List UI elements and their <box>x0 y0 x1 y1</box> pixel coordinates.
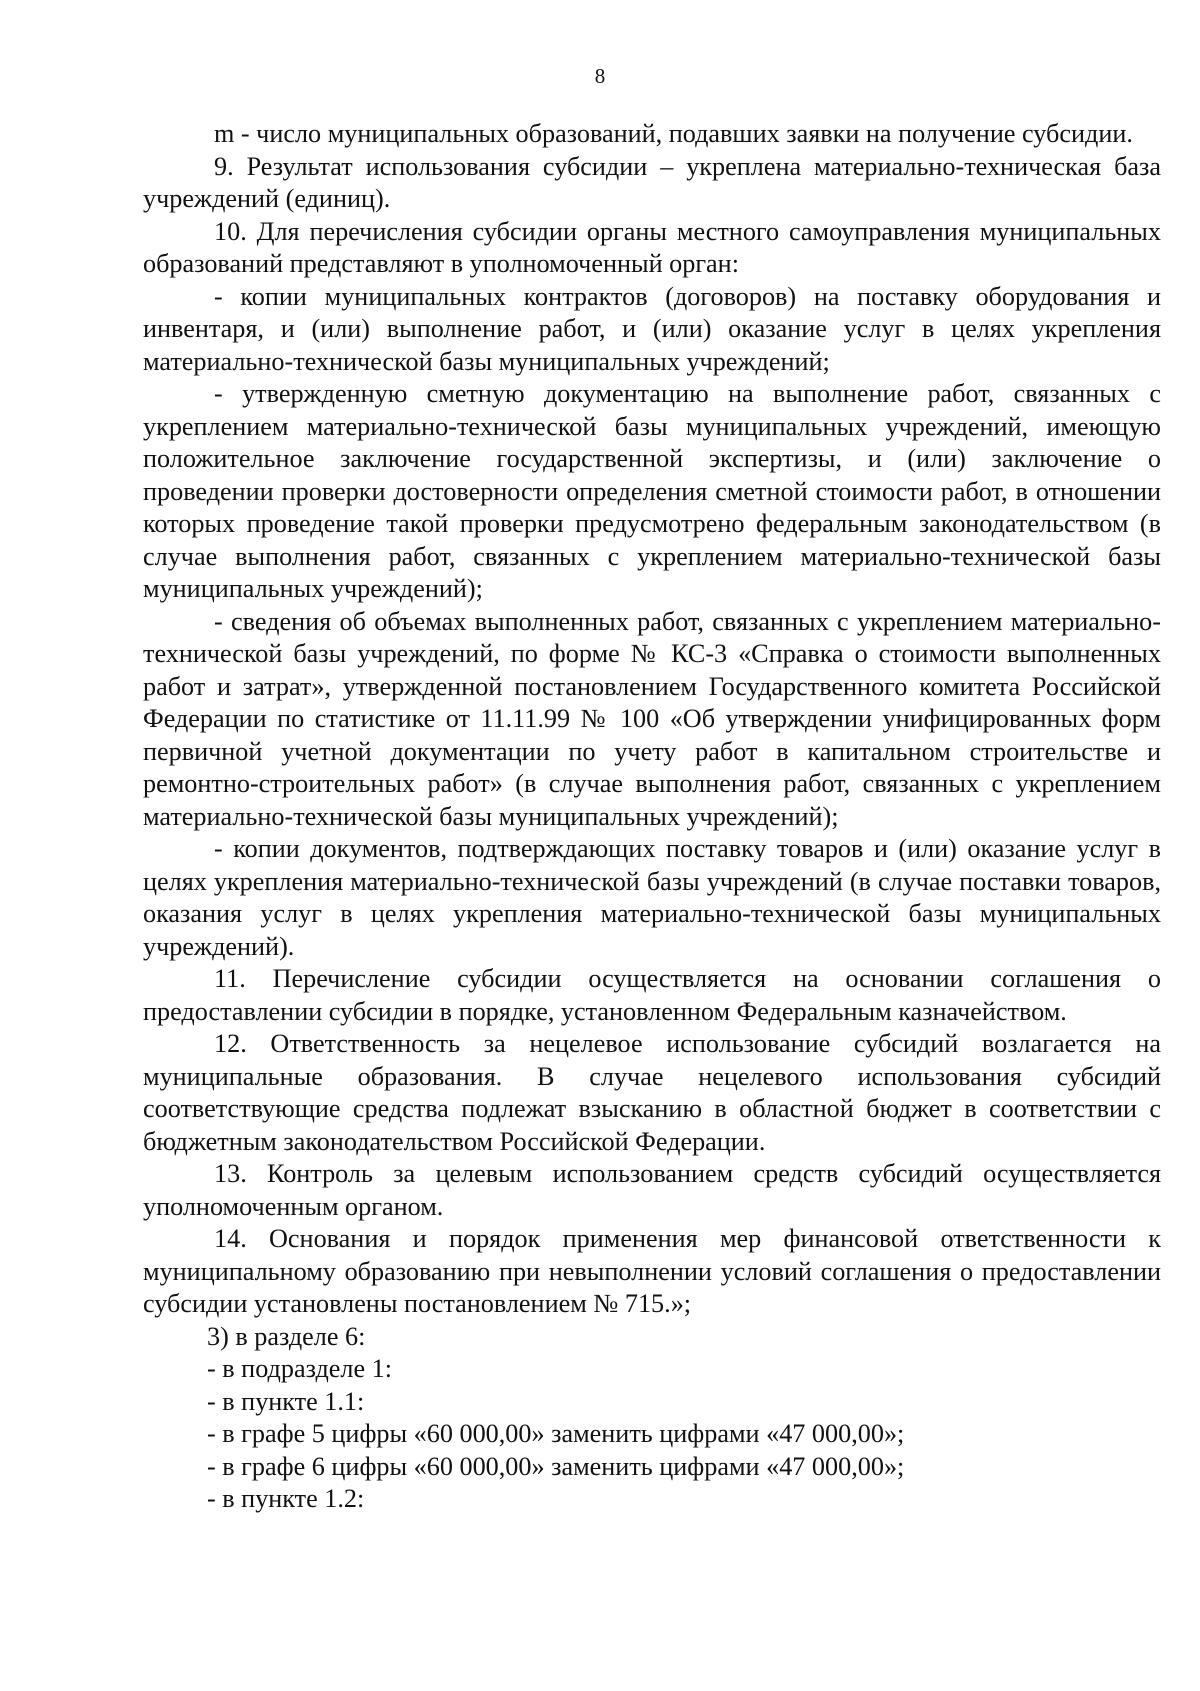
list-item-section-6: 3) в разделе 6: <box>207 1321 366 1351</box>
paragraph-9: 9. Результат использования субсидии – укреплена материально-техническая база учреждений (единиц). <box>143 151 1161 213</box>
list-item-subsection-1: - в подразделе 1: <box>207 1354 392 1383</box>
paragraph-12: 12. Ответственность за нецелевое использование субсидий возлагается на муниципальные образования. В случае нецелевого использования субсидий соответствующие средства подлежат взысканию в областной бюджет в соответствии с бюджетным законодательством Российской Федерации. <box>143 1029 1161 1156</box>
list-item-point-1-2: - в пункте 1.2: <box>207 1484 365 1513</box>
paragraph-10-item-documents: - копии документов, подтверждающих поставку товаров и (или) оказание услуг в целях укрепления материально-технической базы учреждений (в случае поставки товаров, оказания услуг в целях укрепления материально-технической базы муниципальных учреждений). <box>143 834 1161 961</box>
list-item-point-1-1: - в пункте 1.1: <box>207 1386 365 1416</box>
paragraph-10-item-estimate: - утвержденную сметную документацию на выполнение работ, связанных с укреплением материально-технической базы муниципальных учреждений, имеющую положительное заключение государственной экспертизы, и (или) заключение о проведении проверки достоверности определения сметной стоимости работ, в отношении которых проведение такой проверки предусмотрено федеральным законодательством (в случае выполнения работ, связанных с укреплением материально-технической базы муниципальных учреждений); <box>143 379 1161 603</box>
page-number: 8 <box>594 64 606 88</box>
list-item-column-6: - в графе 6 цифры «60 000,00» заменить цифрами «47 000,00»; <box>207 1451 905 1481</box>
paragraph-10-item-contracts: - копии муниципальных контрактов (договоров) на поставку оборудования и инвентаря, и (или) выполнение работ, и (или) оказание услуг в целях укрепления материально-технической базы муниципальных учреждений; <box>143 281 1161 376</box>
list-item-column-5: - в графе 5 цифры «60 000,00» заменить цифрами «47 000,00»; <box>207 1419 905 1448</box>
paragraph-11: 11. Перечисление субсидии осуществляется на основании соглашения о предоставлении субсидии в порядке, установленном Федеральным казначейством. <box>143 964 1161 1026</box>
document-body <box>143 118 1161 1516</box>
paragraph-10: 10. Для перечисления субсидии органы местного самоуправления муниципальных образований представляют в уполномоченный орган: <box>143 216 1161 278</box>
paragraph-13: 13. Контроль за целевым использованием средств субсидий осуществляется уполномоченным органом. <box>143 1159 1161 1221</box>
paragraph-10-item-ks3: - сведения об объемах выполненных работ, связанных с укреплением материально-технической базы учреждений, по форме № КС-3 «Справка о стоимости выполненных работ и затрат», утвержденной постановлением Государственного комитета Российской Федерации по статистике от 11.11.99 № 100 «Об утверждении унифицированных форм первичной учетной документации по учету работ в капитальном строительстве и ремонтно-строительных работ» (в случае выполнения работ, связанных с укреплением материально-технической базы муниципальных учреждений); <box>143 606 1161 831</box>
paragraph-m-definition: m - число муниципальных образований, подавших заявки на получение субсидии. <box>214 119 1133 148</box>
paragraph-14: 14. Основания и порядок применения мер финансовой ответственности к муниципальному образованию при невыполнении условий соглашения о предоставлении субсидии установлены постановлением № 715.»; <box>143 1224 1161 1318</box>
